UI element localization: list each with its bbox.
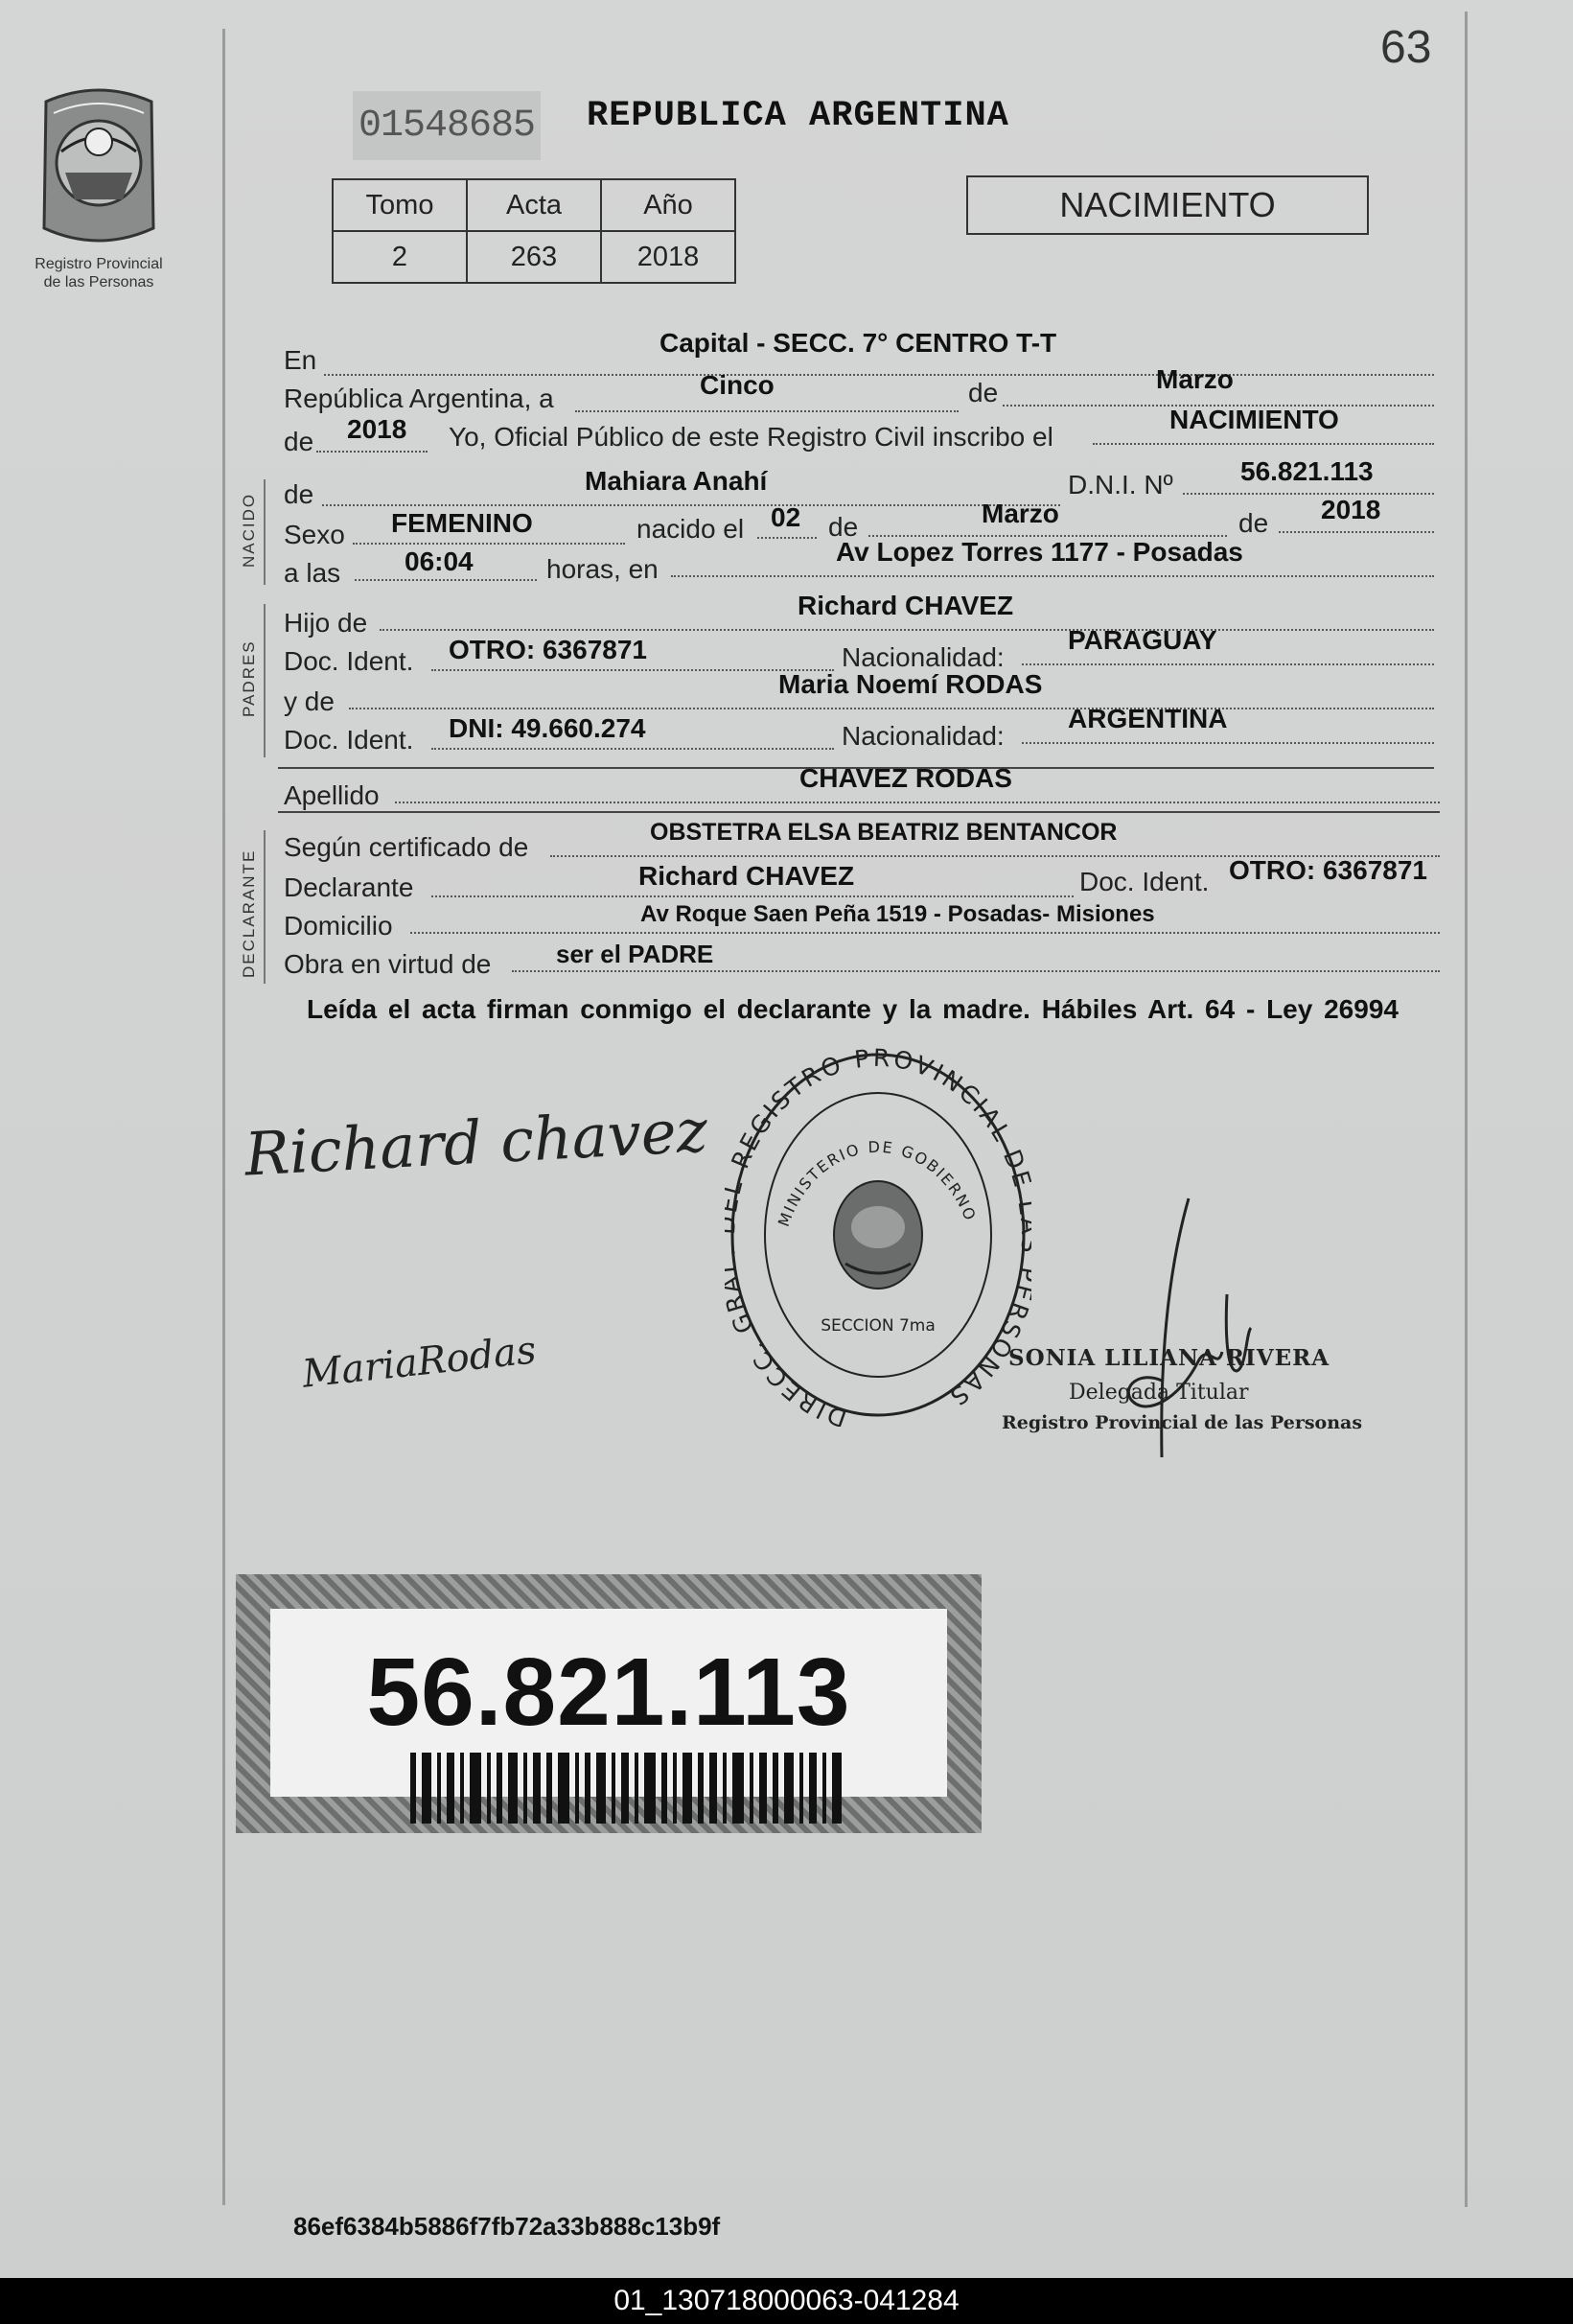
stamp-section-text: SECCION 7ma — [821, 1316, 936, 1336]
dotted-line — [353, 543, 625, 545]
right-margin-line — [1465, 12, 1468, 2207]
value-tipo: NACIMIENTO — [1169, 405, 1339, 434]
label-dni: D.N.I. Nº — [1068, 470, 1173, 500]
dni-label-inner — [270, 1609, 947, 1797]
dni-number-large: 56.821.113 — [366, 1638, 851, 1746]
logo-caption — [8, 255, 190, 291]
label-y-de: y de — [284, 686, 335, 716]
label-en: En — [284, 345, 317, 375]
footer-id: 01_130718000063-041284 — [613, 2285, 960, 2316]
barcode — [410, 1753, 851, 1828]
dotted-line — [671, 575, 1434, 577]
value-domicilio: Av Roque Saen Peña 1519 - Posadas- Misiones — [640, 901, 1155, 927]
value-padre-doc: OTRO: 6367871 — [449, 635, 647, 664]
value-anio: 2018 — [347, 414, 407, 444]
label-nacionalidad-madre: Nacionalidad: — [842, 721, 1005, 751]
dotted-line — [1022, 742, 1434, 744]
section-label-declarante: DECLARANTE — [240, 848, 258, 978]
country-title: REPUBLICA ARGENTINA — [587, 96, 1009, 136]
value-padre: Richard CHAVEZ — [798, 591, 1014, 620]
dotted-line — [380, 629, 1434, 631]
value-madre-nac: ARGENTINA — [1068, 704, 1228, 733]
value-apellido: CHAVEZ RODAS — [799, 763, 1012, 793]
stamp-inner-text: MINISTERIO DE GOBIERNO — [774, 1137, 981, 1229]
official-role: Delegada Titular — [1069, 1381, 1249, 1405]
value-certificado: OBSTETRA ELSA BEATRIZ BENTANCOR — [650, 819, 1118, 846]
registry-logo — [27, 84, 171, 254]
signature-declarante: Richard chavez — [243, 1095, 709, 1190]
footer-id-bar — [0, 2278, 1573, 2324]
value-nac-mes: Marzo — [982, 499, 1059, 528]
value-dia: Cinco — [700, 370, 775, 400]
label-de-nacido: de — [284, 479, 314, 509]
record-table — [332, 178, 736, 284]
label-doc-ident-madre: Doc. Ident. — [284, 725, 414, 755]
value-mes: Marzo — [1156, 364, 1234, 394]
dotted-line — [512, 970, 1440, 972]
record-type-box: NACIMIENTO — [966, 175, 1369, 235]
value-nombre: Mahiara Anahí — [585, 466, 768, 496]
label-doc-ident-declarante: Doc. Ident. — [1079, 867, 1210, 896]
label-domicilio: Domicilio — [284, 911, 393, 941]
dotted-line — [757, 537, 817, 539]
value-nac-dia: 02 — [771, 502, 801, 532]
label-segun: Según certificado de — [284, 832, 529, 862]
dotted-line — [431, 895, 1074, 897]
label-de-anio: de — [284, 427, 314, 456]
closing-note: Leída el acta firman conmigo el declarante y la madre. Hábiles Art. 64 - Ley 26994 — [307, 994, 1399, 1024]
label-hijo-de: Hijo de — [284, 608, 368, 638]
dotted-line — [1093, 443, 1434, 445]
logo-caption-line1: Registro Provincial — [35, 256, 163, 272]
left-margin-line — [222, 29, 225, 2205]
section-divider — [264, 830, 266, 984]
dotted-line — [316, 451, 428, 453]
section-divider — [264, 604, 266, 757]
signature-madre: MariaRodas — [300, 1328, 539, 1397]
value-hora: 06:04 — [405, 546, 474, 576]
section-label-nacido: NACIDO — [240, 492, 258, 568]
official-name: SONIA LILIANA RIVERA — [1008, 1345, 1330, 1371]
label-horas-en: horas, en — [546, 554, 659, 584]
serial-number: 01548685 — [353, 91, 541, 160]
logo-caption-line2: de las Personas — [43, 274, 154, 290]
value-lugar-nac: Av Lopez Torres 1177 - Posadas — [836, 537, 1243, 567]
dotted-line — [1183, 493, 1434, 495]
value-declarante: Richard CHAVEZ — [638, 861, 855, 891]
value-padre-nac: PARAGUAY — [1068, 625, 1217, 655]
value-dni: 56.821.113 — [1240, 456, 1374, 486]
dni-label — [236, 1574, 982, 1833]
dotted-line — [431, 748, 834, 750]
record-value-acta: 263 — [467, 231, 601, 283]
label-oficial: Yo, Oficial Público de este Registro Civil inscribo el — [449, 422, 1053, 452]
stamp-outer-text: DIRECC. G REGISTRO PROVINCIAL D RSONAS — [725, 1043, 1031, 1427]
dotted-line — [410, 932, 1440, 934]
official-org: Registro Provincial de las Personas — [1002, 1412, 1363, 1433]
value-obra: ser el PADRE — [556, 940, 714, 968]
value-lugar: Capital - SECC. 7° CENTRO T-T — [659, 328, 1057, 358]
record-value-tomo: 2 — [333, 231, 467, 283]
label-de-nac-mes: de — [828, 512, 859, 542]
document-hash: 86ef6384b5886f7fb72a33b888c13b9f — [293, 2212, 721, 2241]
record-header-anio: Año — [601, 179, 735, 231]
divider-line — [278, 811, 1440, 813]
label-republica: República Argentina, a — [284, 383, 554, 413]
value-madre: Maria Noemí RODAS — [778, 669, 1043, 699]
dotted-line — [355, 579, 537, 581]
dotted-line — [575, 410, 959, 412]
dotted-line — [1279, 531, 1434, 533]
official-stamp — [725, 1043, 1031, 1431]
value-declarante-doc: OTRO: 6367871 — [1229, 855, 1427, 885]
dotted-line — [431, 669, 834, 671]
value-sexo: FEMENINO — [391, 508, 533, 538]
dotted-line — [322, 504, 1060, 506]
label-doc-ident-padre: Doc. Ident. — [284, 646, 414, 676]
label-de-mes: de — [968, 378, 999, 407]
dotted-line — [349, 708, 1434, 709]
label-apellido: Apellido — [284, 780, 380, 810]
value-madre-doc: DNI: 49.660.274 — [449, 713, 646, 743]
dotted-line — [395, 802, 1440, 803]
record-header-tomo: Tomo — [333, 179, 467, 231]
label-sexo: Sexo — [284, 520, 345, 549]
label-declarante: Declarante — [284, 872, 414, 902]
label-a-las: a las — [284, 558, 341, 588]
page-number: 63 — [1380, 22, 1432, 73]
dotted-line — [1022, 663, 1434, 665]
label-obra: Obra en virtud de — [284, 949, 492, 979]
record-header-acta: Acta — [467, 179, 601, 231]
value-nac-anio: 2018 — [1321, 495, 1381, 524]
record-value-anio: 2018 — [601, 231, 735, 283]
dotted-line — [324, 374, 1434, 376]
section-divider — [264, 479, 266, 585]
label-nacionalidad-padre: Nacionalidad: — [842, 642, 1005, 672]
section-label-padres: PADRES — [240, 639, 258, 717]
label-nacido-el: nacido el — [636, 514, 745, 544]
label-de-nac-anio: de — [1238, 508, 1269, 538]
